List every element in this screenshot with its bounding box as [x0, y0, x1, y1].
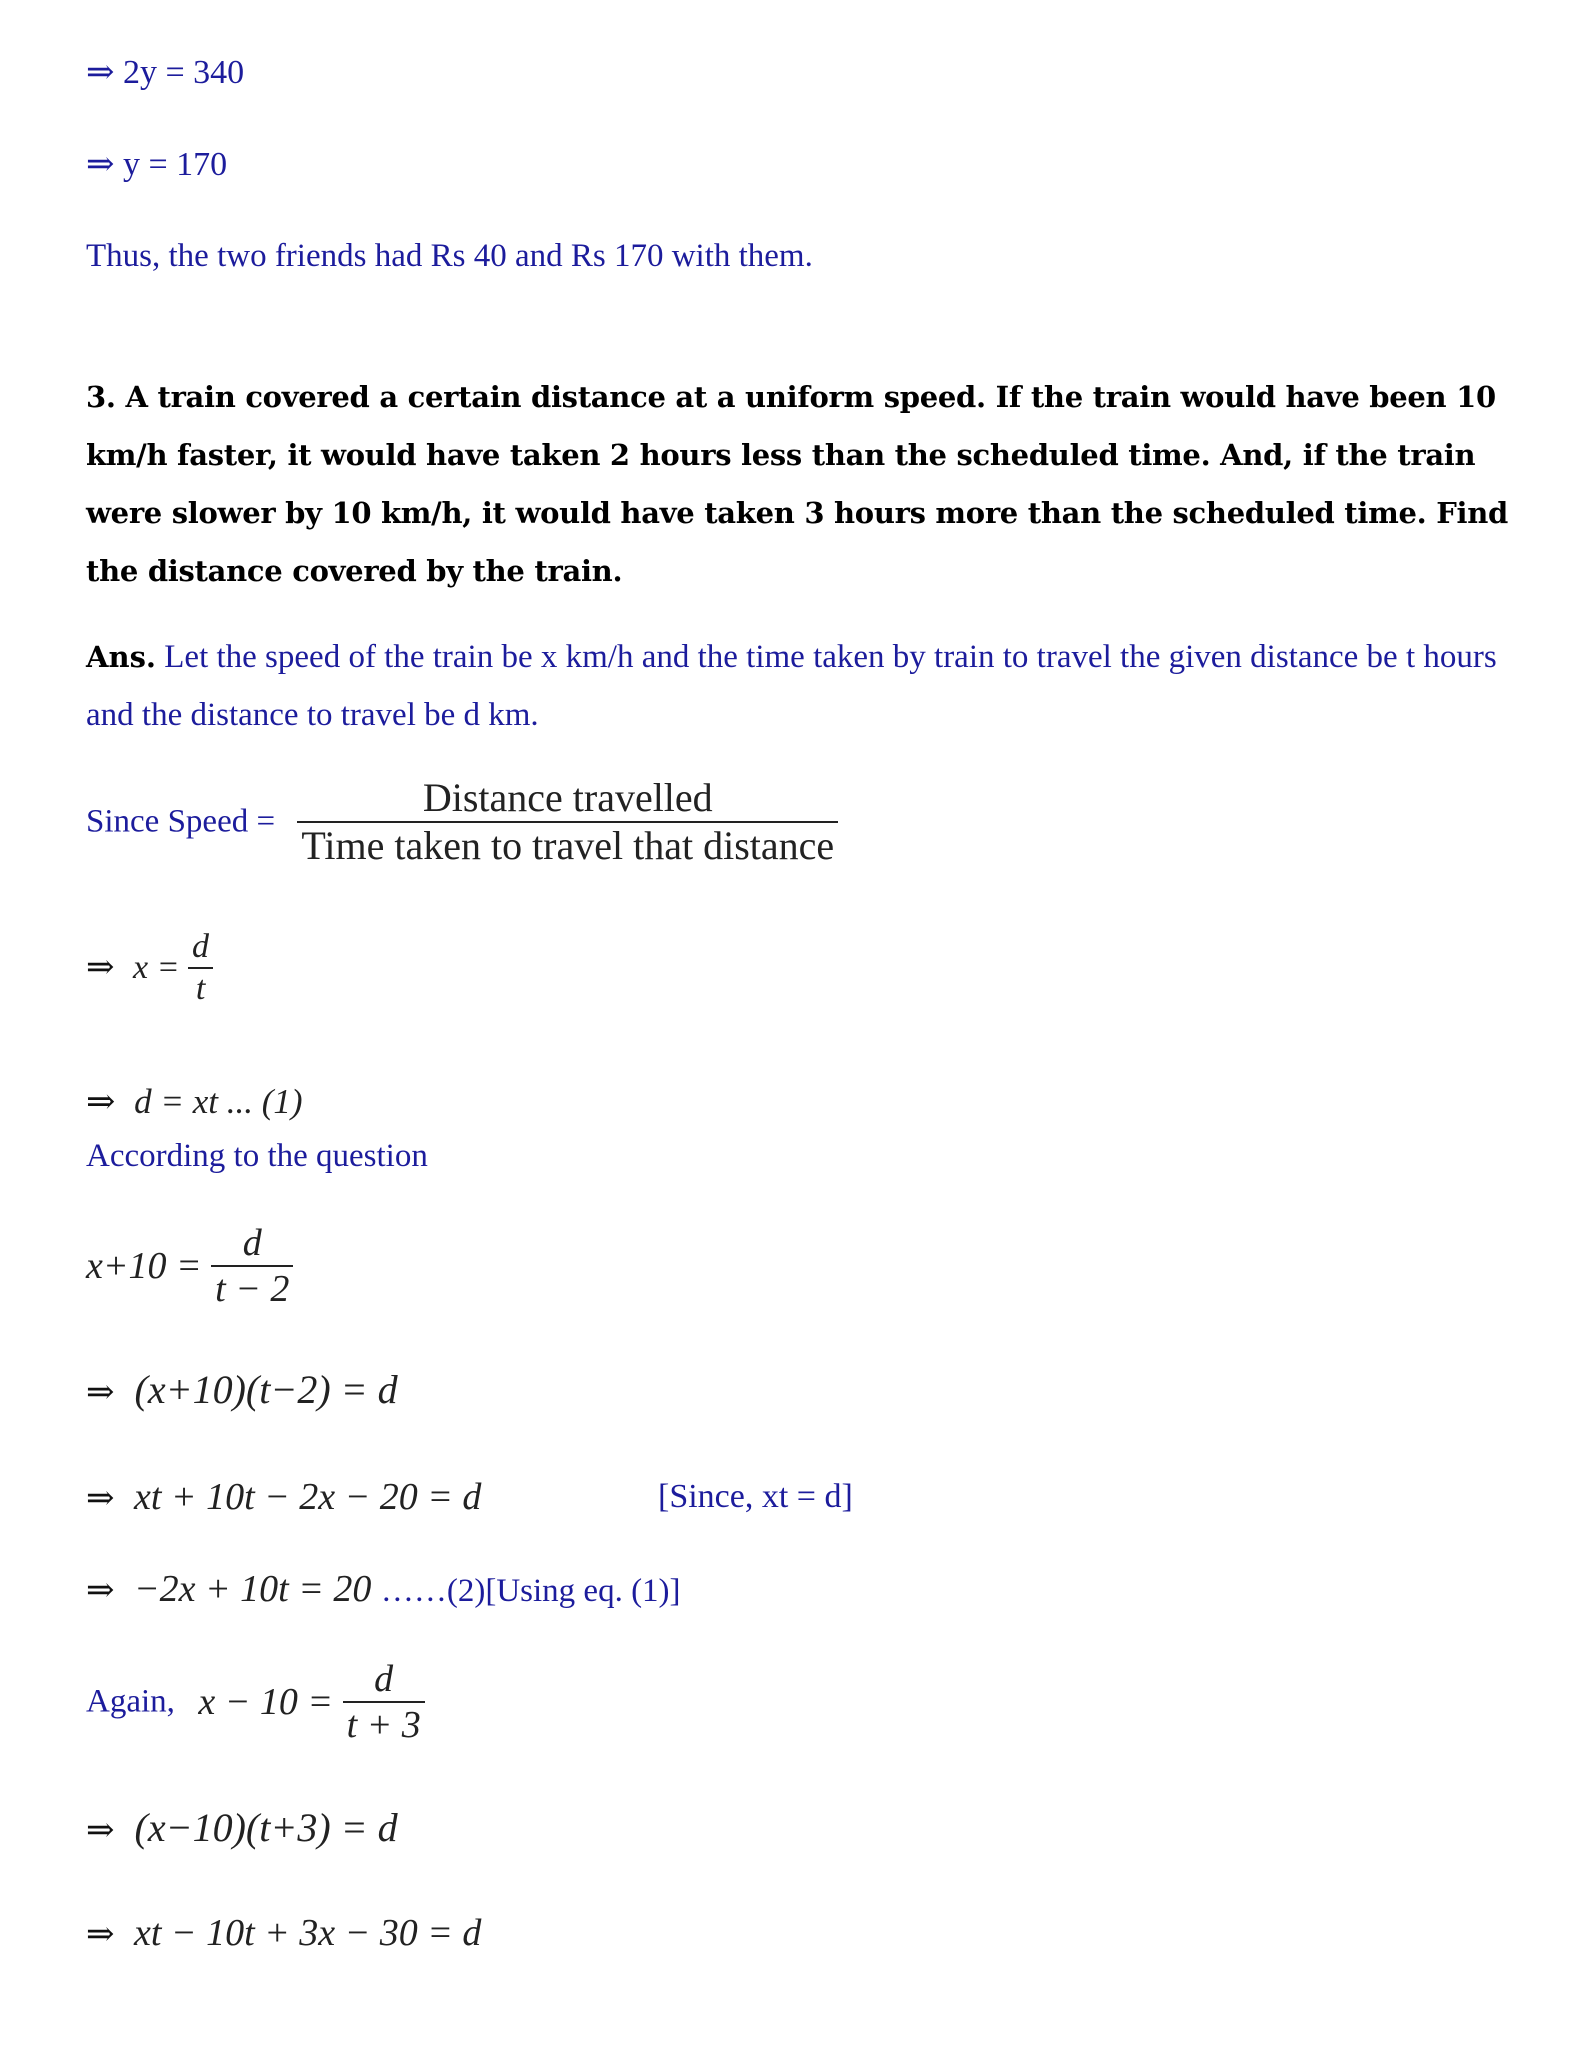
lhs-faster: x+10 =: [86, 1245, 202, 1287]
equation-2-note: ……(2)[Using eq. (1)]: [380, 1573, 681, 1609]
fraction-numerator: d: [242, 1222, 262, 1264]
question-3: 3. A train covered a certain distance at a uniform speed. If the train would have been 10 km/h faster, it would have taken 2 hours less than the scheduled time. And, if the train were slower by 10 km/h, it would have taken 3 hours more than the scheduled time. Find the distance covered by the train.: [86, 380, 1508, 588]
equation-2y: [86, 56, 244, 90]
lhs-slower: x − 10 =: [198, 1681, 334, 1723]
fraction-denominator: t: [195, 970, 206, 1007]
speed-denominator: Time taken to travel that distance: [301, 823, 835, 868]
equation-1: [86, 1084, 303, 1119]
equation-y-text: ⇒ y = 170: [86, 146, 228, 183]
answer-paragraph: [86, 628, 1526, 744]
answer-label: Ans.: [86, 640, 157, 674]
since-note: [Since, xt = d]: [658, 1478, 853, 1515]
speed-fraction: [297, 775, 838, 868]
equation-2-math: −2x + 10t = 20: [134, 1568, 372, 1610]
implies-arrow: ⇒: [86, 1082, 116, 1121]
x-eq-text: x =: [133, 949, 180, 986]
d-over-t-plus-3-fraction: [343, 1660, 425, 1744]
d-over-t-fraction: [188, 930, 213, 1006]
implies-arrow: ⇒: [86, 1812, 115, 1849]
equation-product-faster: [86, 1367, 398, 1412]
equation-1-text: d = xt ... (1): [134, 1082, 303, 1121]
speed-formula: [86, 775, 838, 868]
equation-expand-slower: [86, 1914, 481, 1952]
equation-y: [86, 148, 227, 182]
product-slower-text: (x−10)(t+3) = d: [134, 1805, 398, 1850]
equation-x-d-over-t: [86, 930, 213, 1006]
implies-arrow: ⇒: [86, 949, 115, 986]
according-text: According to the question: [86, 1138, 428, 1174]
equation-slower: [86, 1660, 425, 1744]
fraction-denominator: t + 3: [346, 1704, 421, 1746]
fraction-numerator: d: [374, 1658, 394, 1700]
fraction-numerator: d: [192, 928, 210, 965]
fraction-bar: [343, 1701, 425, 1703]
equation-2y-text: ⇒ 2y = 340: [86, 54, 245, 91]
product-faster-text: (x+10)(t−2) = d: [134, 1367, 398, 1412]
d-over-t-minus-2-fraction: [211, 1224, 293, 1308]
speed-prefix: Since Speed =: [86, 803, 276, 840]
fraction-bar: [211, 1265, 293, 1267]
again-label: Again,: [86, 1683, 175, 1720]
implies-arrow: ⇒: [86, 1572, 115, 1609]
implies-arrow: ⇒: [86, 1916, 115, 1953]
fraction-bar: [188, 967, 213, 969]
equation-faster: [86, 1224, 293, 1308]
answer-text: Let the speed of the train be x km/h and the time taken by train to travel the given distance be t hours and the distance to travel be d km.: [86, 639, 1497, 733]
equation-expand-faster: [86, 1478, 481, 1516]
conclusion-line: Thus, the two friends had Rs 40 and Rs 170 with them.: [86, 238, 813, 274]
implies-arrow: ⇒: [86, 1480, 115, 1517]
implies-arrow: ⇒: [86, 1374, 115, 1411]
fraction-denominator: t − 2: [215, 1268, 290, 1310]
equation-product-slower: [86, 1805, 398, 1850]
speed-numerator: Distance travelled: [422, 775, 713, 820]
equation-2: [86, 1570, 681, 1608]
expand-slower-text: xt − 10t + 3x − 30 = d: [134, 1912, 482, 1954]
expand-faster-text: xt + 10t − 2x − 20 = d: [134, 1476, 482, 1518]
